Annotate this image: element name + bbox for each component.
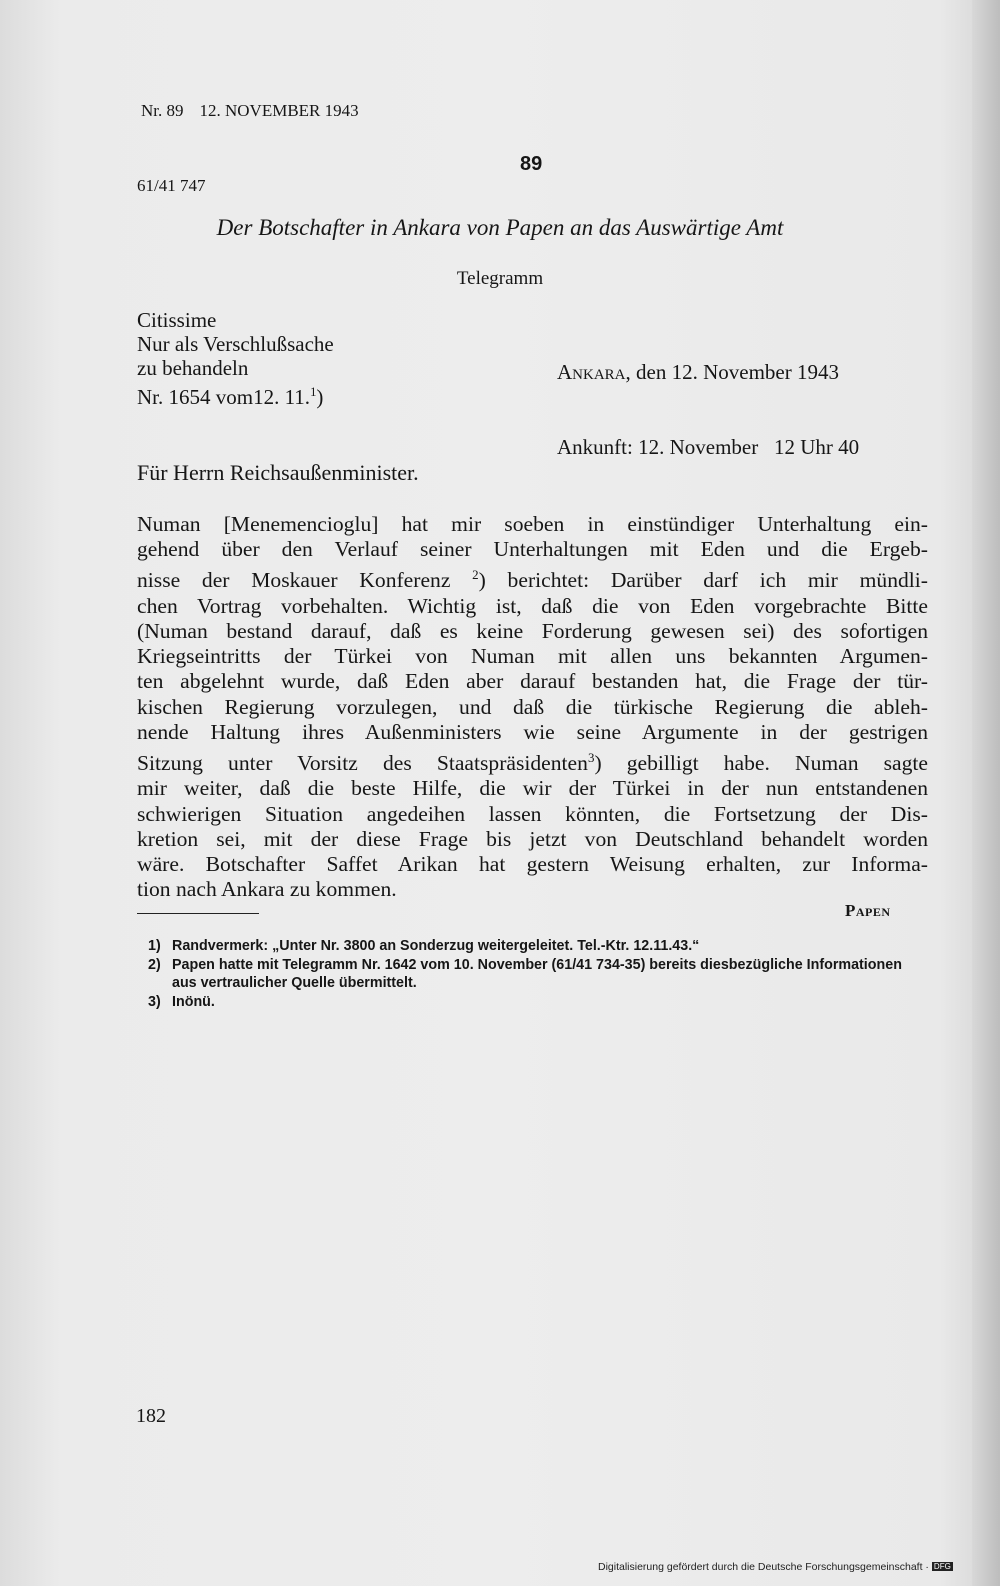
body-line: schwierigen Situation angedeihen lassen könnten, die Fortsetzung der Dis- xyxy=(137,801,928,826)
priority-label: Citissime xyxy=(137,308,217,332)
body-line: mir weiter, daß die beste Hilfe, die wir der Türkei in der nun entstandenen xyxy=(137,776,928,801)
dispatch-place-date xyxy=(557,360,859,385)
dispatch-place: Ankara xyxy=(557,360,626,384)
addressee: Für Herrn Reichsaußenminister. xyxy=(137,460,419,485)
body-line: Sitzung unter Vorsitz des Staatspräsidenten$^3$) gebilligt habe. Numan sagte xyxy=(137,750,928,776)
body-line: nende Haltung ihres Außenministers wie seine Argumente in der gestrigen xyxy=(137,719,928,744)
footnote-ref-3: 3 xyxy=(587,750,595,766)
footnote-ref-1: 1 xyxy=(310,385,317,399)
running-header-date: 12. NOVEMBER 1943 xyxy=(199,101,359,120)
arrival-line: Ankunft: 12. November 12 Uhr 40 xyxy=(557,435,860,459)
page-number: 182 xyxy=(136,1405,166,1427)
classification-line-1: Nur als Verschlußsache xyxy=(137,332,334,356)
body-line: kretion sei, mit der diese Frage bis jetzt von Deutschland behandelt worden xyxy=(137,826,928,851)
document-type: Telegramm xyxy=(456,268,544,289)
body-line: gehend über den Verlauf seiner Unterhaltungen mit Eden und die Ergeb- xyxy=(137,537,928,562)
classification-line-2: zu behandeln xyxy=(137,356,249,380)
dfg-logo: DFG xyxy=(933,1562,951,1571)
body-line: wäre. Botschafter Saffet Arikan hat gestern Weisung erhalten, zur Informa- xyxy=(137,852,928,877)
footnote-1: 1) Randvermerk: „Unter Nr. 3800 an Sonderzug weitergeleitet. Tel.-Ktr. 12.11.43.“ xyxy=(148,938,700,954)
body-line: ten abgelehnt wurde, daß Eden aber darauf bestanden hat, die Frage der tür- xyxy=(137,669,928,694)
footnotes xyxy=(148,937,928,1011)
digitization-credit: Digitalisierung gefördert durch die Deutsche Forschungsgemeinschaft · DFG xyxy=(598,1561,951,1573)
signature: Papen xyxy=(845,901,891,920)
telegram-body xyxy=(137,512,928,902)
telegram-meta-left xyxy=(137,308,334,409)
body-line: tion nach Ankara zu kommen. xyxy=(137,877,397,902)
body-line: Numan [Menemencioglu] hat mir soeben in einstündiger Unterhaltung ein- xyxy=(137,512,928,536)
footnote-separator xyxy=(137,913,259,914)
file-reference: 61/41 747 xyxy=(137,176,206,195)
footnote-ref-2: 2 xyxy=(472,567,479,583)
document-title: Der Botschafter in Ankara von Papen an das Auswärtige Amt xyxy=(216,215,784,240)
running-header-number: Nr. 89 xyxy=(141,101,184,120)
body-line: Kriegseintritts der Türkei von Numan mit allen uns bekannten Argumen- xyxy=(137,644,928,669)
telegram-meta-right xyxy=(557,310,859,485)
body-line: nisse der Moskauer Konferenz $^2$) berichtet: Darüber darf ich mir mündli- xyxy=(137,567,928,593)
running-header xyxy=(141,101,375,121)
dispatch-date: , den 12. November 1943 xyxy=(625,360,839,384)
body-line: kischen Regierung vorzulegen, und daß die türkische Regierung die ableh- xyxy=(137,694,928,719)
body-line: (Numan bestand darauf, daß es keine Forderung gewesen sei) des sofortigen xyxy=(137,619,928,643)
document-number: 89 xyxy=(520,153,543,175)
footnote-2: 2) Papen hatte mit Telegramm Nr. 1642 vom 10. November (61/41 734-35) bereits diesbezügliche Informationen aus vertraulicher Quelle übermittelt. xyxy=(148,956,902,992)
body-line: chen Vortrag vorbehalten. Wichtig ist, daß die von Eden vorgebrachte Bitte xyxy=(137,593,928,618)
footnote-3: 3) Inönü. xyxy=(148,993,215,1010)
telegram-number: Nr. 1654 vom12. 11.$^1$) xyxy=(137,385,324,409)
